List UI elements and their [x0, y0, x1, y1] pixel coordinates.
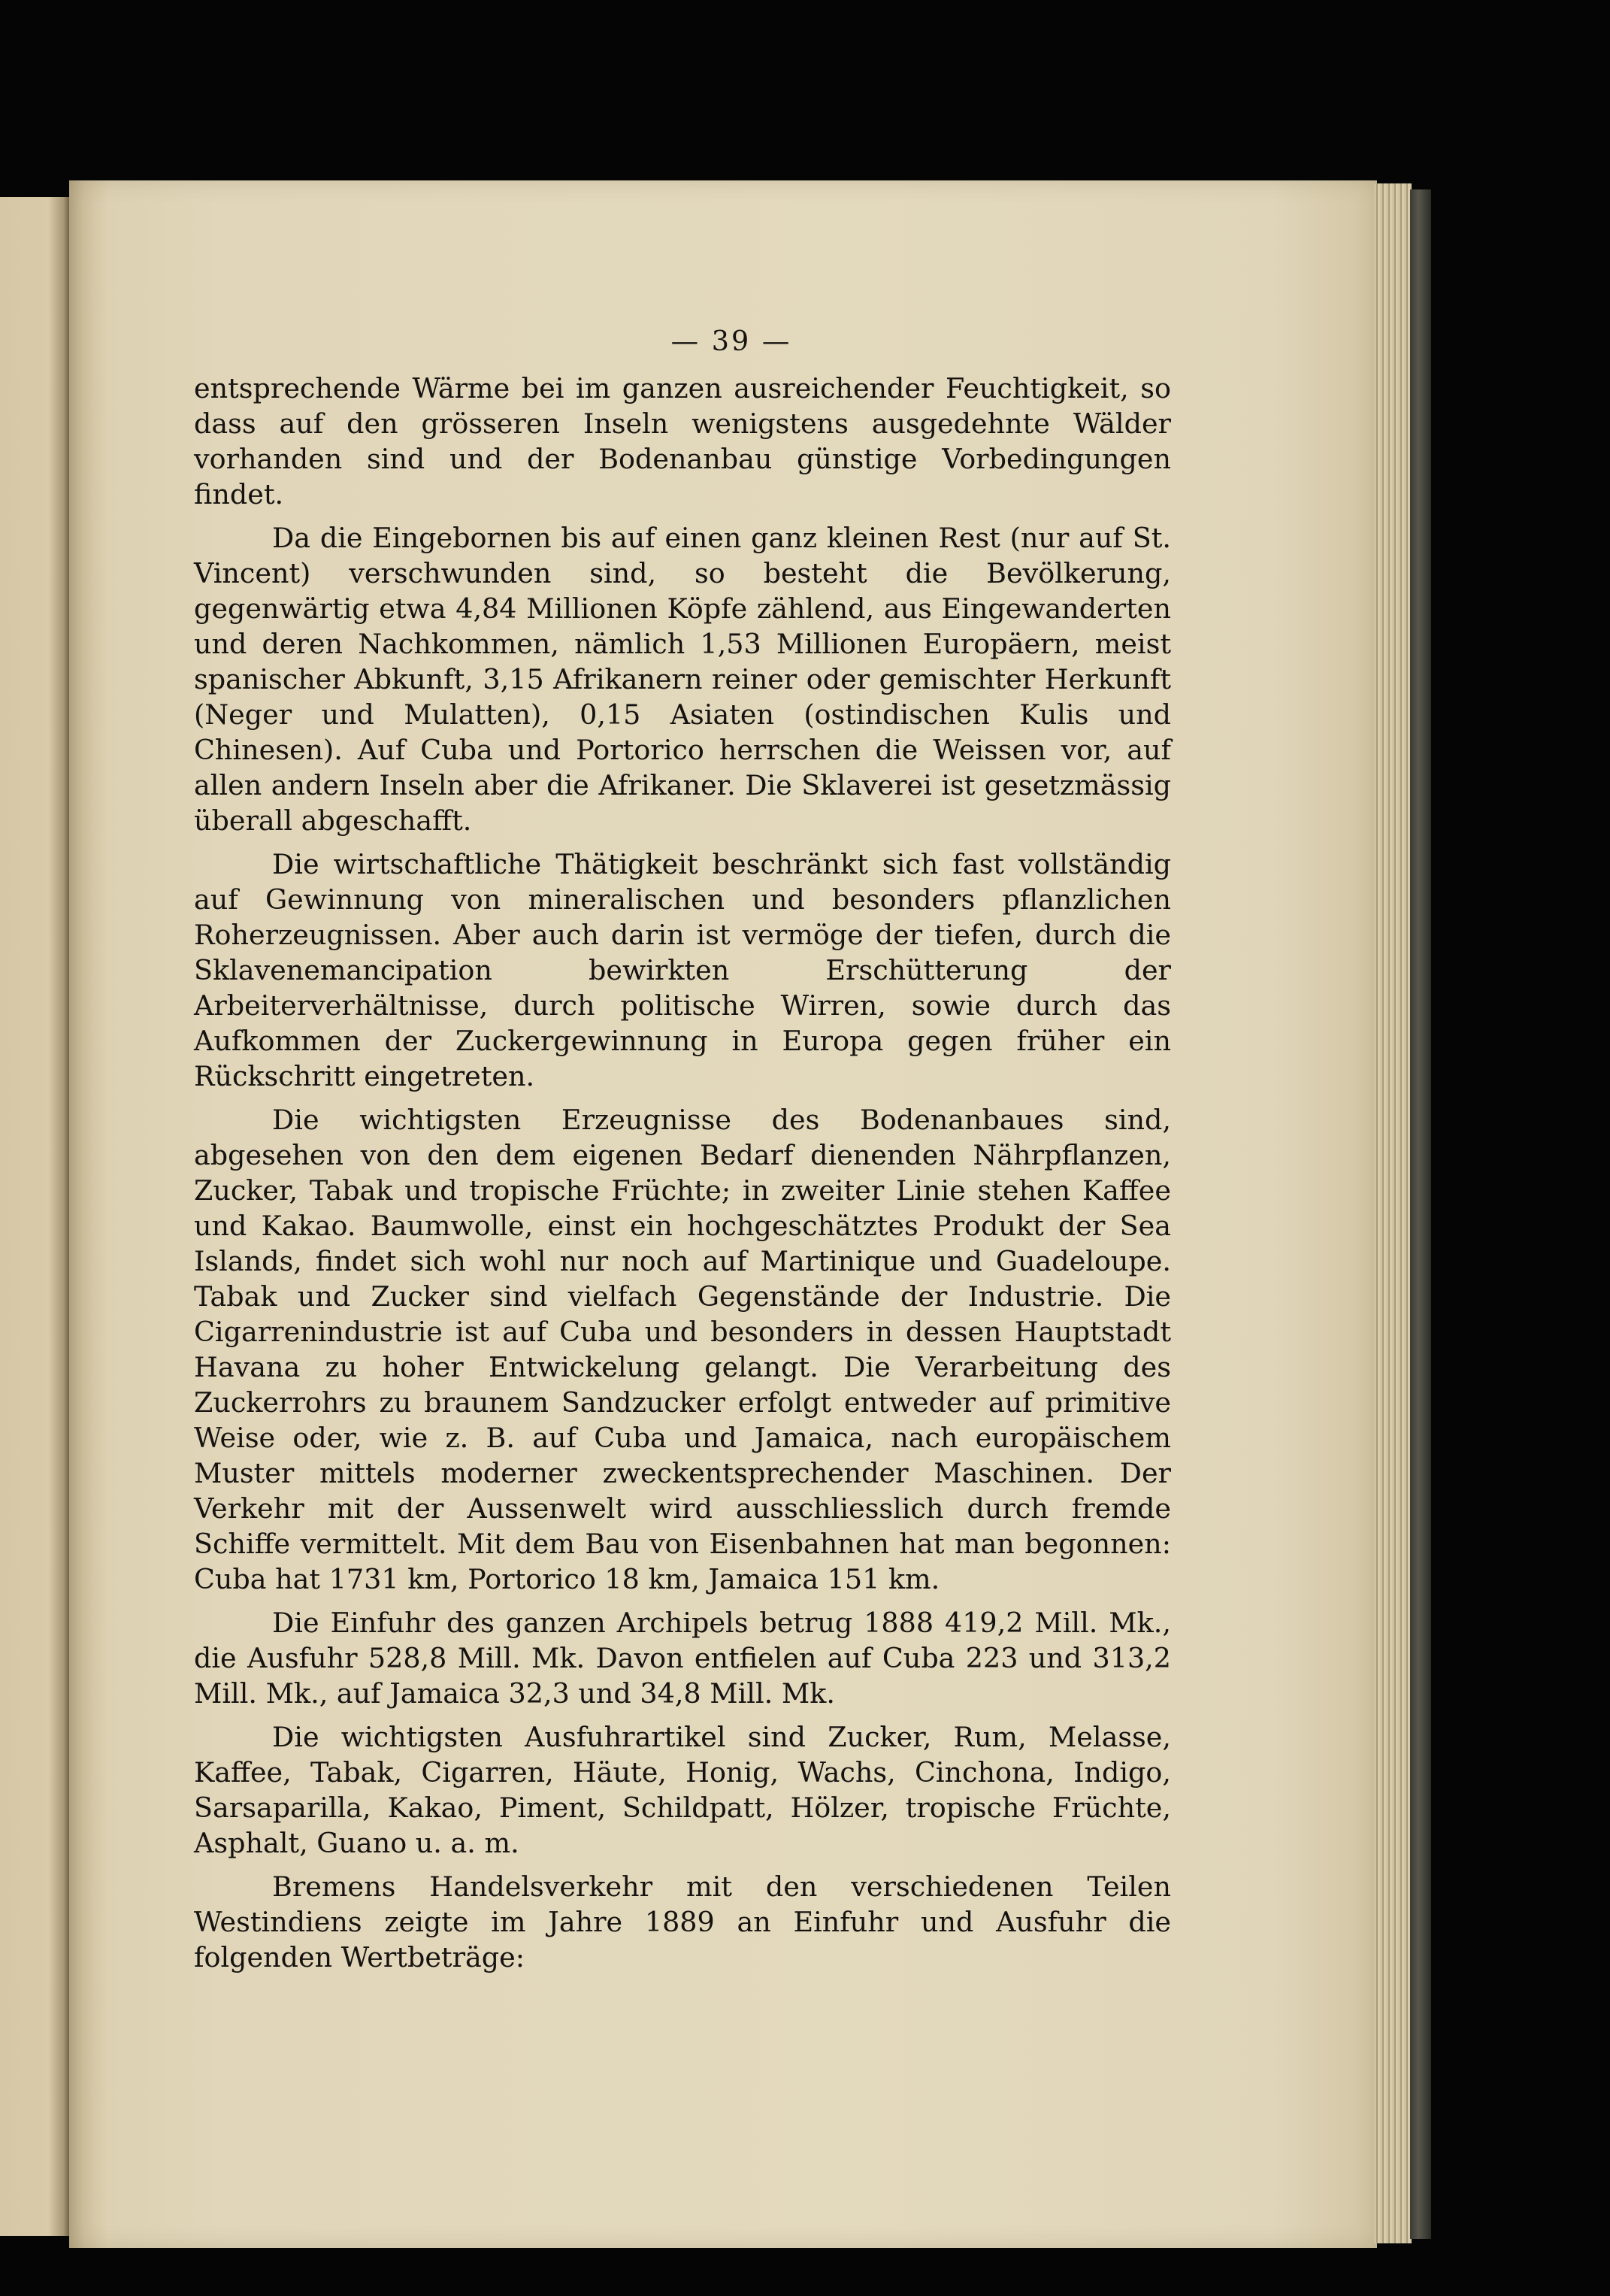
paragraph-continuation: entsprechende Wärme bei im ganzen ausreichender Feuchtigkeit, so dass auf den grösseren Inseln wenigstens ausgedehnte Wälder vorhanden sind und der Bodenanbau günstige Vorbedingungen findet. — [194, 372, 1171, 510]
paragraph-export-articles: Die wichtigsten Ausfuhrartikel sind Zucker, Rum, Melasse, Kaffee, Tabak, Cigarren, Häute, Honig, Wachs, Cinchona, Indigo, Sarsaparilla, Kakao, Piment, Schildpatt, Hölzer, tropische Früchte, Asphalt, Guano u. a. m. — [194, 1721, 1171, 1859]
book-cover-edge — [1410, 189, 1431, 2239]
facing-page-edge — [0, 197, 69, 2236]
page-stack-edges — [1374, 183, 1412, 2243]
paragraph-products: Die wichtigsten Erzeugnisse des Bodenanbaues sind, abgesehen von den dem eigenen Bedarf dienenden Nährpflanzen, Zucker, Tabak und tropische Früchte; in zweiter Linie stehen Kaffee und Kakao. Baumwolle, einst ein hochgeschätztes Produkt der Sea Islands, findet sich wohl nur noch auf Martinique und Guadeloupe. Tabak und Zucker sind vielfach Gegenstände der Industrie. Die Cigarrenindustrie ist auf Cuba und besonders in dessen Hauptstadt Havana zu hoher Entwickelung gelangt. Die Verarbeitung des Zuckerrohrs zu braunem Sandzucker erfolgt entweder auf primitive Weise oder, wie z. B. auf Cuba und Jamaica, nach europäischem Muster mittels moderner zweckentsprechender Maschinen. Der Verkehr mit der Aussenwelt wird ausschliesslich durch fremde Schiffe vermittelt. Mit dem Bau von Eisenbahnen hat man begonnen: Cuba hat 1731 km, Portorico 18 km, Jamaica 151 km. — [194, 1104, 1171, 1595]
page-text — [194, 323, 1171, 1983]
paragraph-bremen-trade: Bremens Handelsverkehr mit den verschiedenen Teilen Westindiens zeigte im Jahre 1889 an Einfuhr und Ausfuhr die folgenden Wertbeträge: — [194, 1870, 1171, 1973]
paragraph-population: Da die Eingebornen bis auf einen ganz kleinen Rest (nur auf St. Vincent) verschwunden sind, so besteht die Bevölkerung, gegenwärtig etwa 4,84 Millionen Köpfe zählend, aus Eingewanderten und deren Nachkommen, nämlich 1,53 Millionen Europäern, meist spanischer Abkunft, 3,15 Afrikanern reiner oder gemischter Herkunft (Neger und Mulatten), 0,15 Asiaten (ostindischen Kulis und Chinesen). Auf Cuba und Portorico herrschen die Weissen vor, auf allen andern Inseln aber die Afrikaner. Die Sklaverei ist gesetzmässig überall abgeschafft. — [194, 522, 1171, 837]
paragraph-trade-figures: Die Einfuhr des ganzen Archipels betrug 1888 419,2 Mill. Mk., die Ausfuhr 528,8 Mill. Mk. Davon entfielen auf Cuba 223 und 313,2 Mill. Mk., auf Jamaica 32,3 und 34,8 Mill. Mk. — [194, 1607, 1171, 1710]
page-number: — 39 — — [670, 325, 792, 357]
paragraph-economy: Die wirtschaftliche Thätigkeit beschränkt sich fast vollständig auf Gewinnung von mineralischen und besonders pflanzlichen Roherzeugnissen. Aber auch darin ist vermöge der tiefen, durch die Sklavenemancipation bewirkten Erschütterung der Arbeiterverhältnisse, durch politische Wirren, sowie durch das Aufkommen der Zuckergewinnung in Europa gegen früher ein Rückschritt eingetreten. — [194, 848, 1171, 1092]
